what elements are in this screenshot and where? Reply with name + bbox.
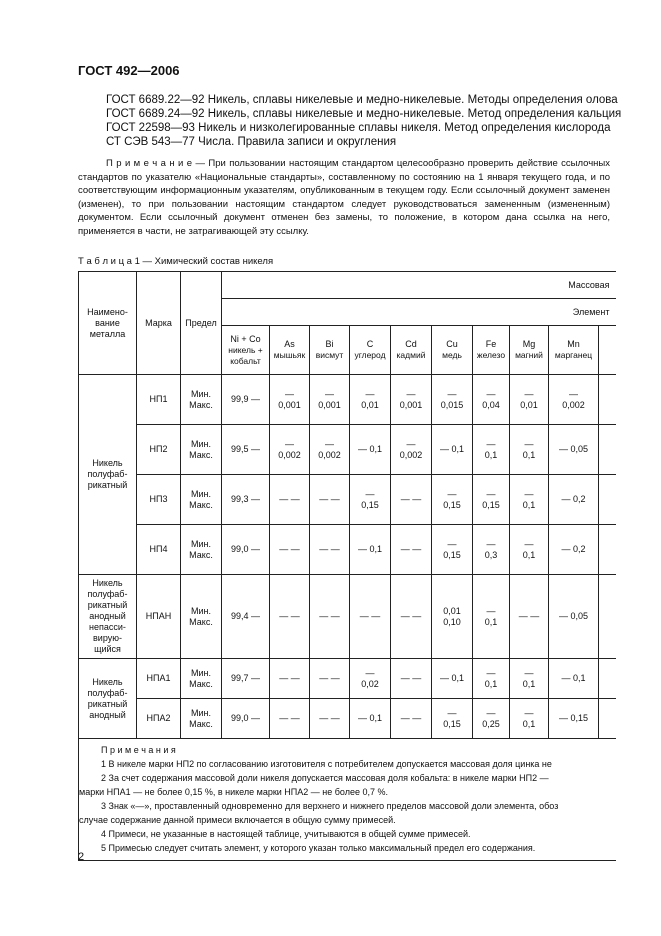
table-caption: Т а б л и ц а 1 — Химический состав никеля bbox=[78, 256, 274, 267]
value-cell: — 0,01 bbox=[510, 375, 549, 425]
reference-item: ГОСТ 6689.24—92 Никель, сплавы никелевые и медно-никелевые. Метод определения кальция bbox=[106, 108, 622, 120]
value-cell: — 0,1 bbox=[549, 659, 599, 699]
value-cell: — 0,01 bbox=[350, 375, 391, 425]
value-cell: — — bbox=[310, 525, 350, 575]
table-row bbox=[79, 575, 616, 659]
cut-cell bbox=[599, 475, 616, 525]
header-bi: Bi висмут bbox=[310, 326, 350, 375]
header-ni-co: Ni + Co никель + кобальт bbox=[222, 326, 270, 375]
value-cell: — — bbox=[270, 475, 310, 525]
value-cell: — — bbox=[391, 575, 432, 659]
table-row bbox=[79, 525, 616, 575]
value-cell: — 0,15 bbox=[549, 699, 599, 739]
header-mn: Mn марганец bbox=[549, 326, 599, 375]
metal-group-name: Никель полуфаб-рикатный анодный непасси-вирую-щийся bbox=[79, 575, 137, 659]
header-cu: Cu медь bbox=[432, 326, 473, 375]
value-cell: — — bbox=[391, 475, 432, 525]
header-as: As мышьяк bbox=[270, 326, 310, 375]
header-metal-name: Наимено-вание металла bbox=[79, 272, 137, 375]
value-cell: — 0,1 bbox=[473, 659, 510, 699]
grade-cell: НПАН bbox=[137, 575, 181, 659]
note-line: 3 Знак «—», проставленный одновременно для верхнего и нижнего пределов массовой доли элемента, обоз bbox=[101, 801, 559, 811]
note-line: 5 Примесью следует считать элемент, у которого указан только максимальный предел его содержания. bbox=[101, 843, 536, 853]
cut-cell bbox=[599, 525, 616, 575]
header-mass-fraction: Массовая bbox=[222, 272, 616, 299]
value-cell: — 0,1 bbox=[432, 659, 473, 699]
value-cell: — 0,15 bbox=[432, 475, 473, 525]
limit-cell: Мин. Макс. bbox=[181, 475, 222, 525]
value-cell: — — bbox=[310, 475, 350, 525]
header-mg: Mg магний bbox=[510, 326, 549, 375]
value-cell: — 0,1 bbox=[510, 525, 549, 575]
note-line: марки НПА1 — не более 0,15 %, в никеле марки НПА2 — не более 0,7 %. bbox=[79, 787, 389, 797]
table-notes bbox=[79, 739, 616, 861]
page-number: 2 bbox=[78, 851, 85, 863]
header-c: C углерод bbox=[350, 326, 391, 375]
header-grade: Марка bbox=[137, 272, 181, 375]
value-cell: — 0,1 bbox=[432, 425, 473, 475]
value-cell: — — bbox=[270, 525, 310, 575]
limit-cell: Мин. Макс. bbox=[181, 425, 222, 475]
limit-cell: Мин. Макс. bbox=[181, 525, 222, 575]
value-cell: — 0,15 bbox=[432, 525, 473, 575]
chemical-composition-table bbox=[78, 271, 616, 861]
note-line: 4 Примеси, не указанные в настоящей таблице, учитываются в общей сумме примесей. bbox=[101, 829, 471, 839]
value-cell: — — bbox=[391, 525, 432, 575]
value-cell: 99,5 — bbox=[222, 425, 270, 475]
note-line: случае содержание данной примеси включается в общую сумму примесей. bbox=[79, 815, 396, 825]
value-cell: — 0,001 bbox=[270, 375, 310, 425]
limit-cell: Мин. Макс. bbox=[181, 659, 222, 699]
note-line: 1 В никеле марки НП2 по согласованию изготовителя с потребителем допускается массовая доля цинка не bbox=[101, 759, 552, 769]
reference-item: ГОСТ 6689.22—92 Никель, сплавы никелевые и медно-никелевые. Методы определения олова bbox=[106, 94, 618, 106]
cut-cell bbox=[599, 659, 616, 699]
grade-cell: НП3 bbox=[137, 475, 181, 525]
header-cd: Cd кадмий bbox=[391, 326, 432, 375]
value-cell: — 0,15 bbox=[473, 475, 510, 525]
value-cell: — 0,1 bbox=[510, 699, 549, 739]
value-cell: — — bbox=[350, 575, 391, 659]
cut-cell bbox=[599, 575, 616, 659]
value-cell: — 0,1 bbox=[350, 525, 391, 575]
value-cell: — 0,2 bbox=[549, 475, 599, 525]
value-cell: — 0,1 bbox=[350, 699, 391, 739]
value-cell: — — bbox=[510, 575, 549, 659]
metal-group-name: Никель полуфаб-рикатный анодный bbox=[79, 659, 137, 739]
table-row bbox=[79, 375, 616, 425]
grade-cell: НП4 bbox=[137, 525, 181, 575]
value-cell: 99,9 — bbox=[222, 375, 270, 425]
table-row bbox=[79, 475, 616, 525]
value-cell: — — bbox=[310, 575, 350, 659]
reference-item: СТ СЭВ 543—77 Числа. Правила записи и округления bbox=[106, 136, 397, 148]
value-cell: — 0,002 bbox=[310, 425, 350, 475]
value-cell: 99,4 — bbox=[222, 575, 270, 659]
header-cut-column bbox=[599, 326, 616, 375]
grade-cell: НП1 bbox=[137, 375, 181, 425]
value-cell: — 0,04 bbox=[473, 375, 510, 425]
value-cell: — 0,1 bbox=[510, 475, 549, 525]
value-cell: — 0,02 bbox=[350, 659, 391, 699]
grade-cell: НПА2 bbox=[137, 699, 181, 739]
document-header: ГОСТ 492—2006 bbox=[78, 63, 180, 78]
value-cell: — — bbox=[310, 659, 350, 699]
value-cell: — 0,1 bbox=[510, 425, 549, 475]
value-cell: — 0,001 bbox=[310, 375, 350, 425]
value-cell: 99,0 — bbox=[222, 699, 270, 739]
value-cell: — — bbox=[270, 699, 310, 739]
value-cell: — 0,002 bbox=[391, 425, 432, 475]
value-cell: — 0,25 bbox=[473, 699, 510, 739]
value-cell: — — bbox=[270, 575, 310, 659]
value-cell: — 0,1 bbox=[473, 425, 510, 475]
value-cell: — 0,05 bbox=[549, 575, 599, 659]
table-row bbox=[79, 659, 616, 699]
table-row bbox=[79, 699, 616, 739]
limit-cell: Мин. Макс. bbox=[181, 375, 222, 425]
value-cell: — 0,002 bbox=[549, 375, 599, 425]
value-cell: — 0,1 bbox=[510, 659, 549, 699]
value-cell: — 0,15 bbox=[350, 475, 391, 525]
header-fe: Fe железо bbox=[473, 326, 510, 375]
value-cell: — — bbox=[270, 659, 310, 699]
cut-cell bbox=[599, 699, 616, 739]
limit-cell: Мин. Макс. bbox=[181, 699, 222, 739]
note-label: П р и м е ч а н и е — bbox=[106, 158, 205, 169]
cut-cell bbox=[599, 425, 616, 475]
value-cell: 99,0 — bbox=[222, 525, 270, 575]
value-cell: — 0,15 bbox=[432, 699, 473, 739]
cut-cell bbox=[599, 375, 616, 425]
metal-group-name: Никель полуфаб-рикатный bbox=[79, 375, 137, 575]
value-cell: — 0,002 bbox=[270, 425, 310, 475]
header-element: Элемент bbox=[222, 299, 616, 326]
reference-item: ГОСТ 22598—93 Никель и низколегированные сплавы никеля. Метод определения кислорода bbox=[106, 122, 611, 134]
note-paragraph bbox=[78, 157, 610, 238]
value-cell: — 0,05 bbox=[549, 425, 599, 475]
value-cell: 99,3 — bbox=[222, 475, 270, 525]
table-row bbox=[79, 425, 616, 475]
note-text: При пользовании настоящим стандартом целесообразно проверить действие ссылочных стандартов по указателю «Национальные стандарты», составленному по состоянию на 1 января текущего года, и по соответствующим информационным указателям, опубликованным в текущем году. Если ссылочный документ заменен (изменен), то при пользовании настоящим стандартом следует руководствоваться замененным (измененным) документом. Если ссылочный документ отменен без замены, то положение, в котором дана ссылка на него, применяется в части, не затрагивающей эту ссылку. bbox=[78, 158, 610, 237]
value-cell: — — bbox=[391, 699, 432, 739]
value-cell: — 0,1 bbox=[473, 575, 510, 659]
value-cell: — 0,015 bbox=[432, 375, 473, 425]
header-limit: Предел bbox=[181, 272, 222, 375]
note-line: 2 За счет содержания массовой доли никеля допускается массовая доля кобальта: в никеле марки НП2 — bbox=[101, 773, 549, 783]
value-cell: 0,01 0,10 bbox=[432, 575, 473, 659]
value-cell: — — bbox=[391, 659, 432, 699]
value-cell: — 0,3 bbox=[473, 525, 510, 575]
grade-cell: НПА1 bbox=[137, 659, 181, 699]
limit-cell: Мин. Макс. bbox=[181, 575, 222, 659]
value-cell: — 0,2 bbox=[549, 525, 599, 575]
value-cell: — 0,001 bbox=[391, 375, 432, 425]
references-list bbox=[106, 93, 621, 149]
value-cell: — 0,1 bbox=[350, 425, 391, 475]
value-cell: — — bbox=[310, 699, 350, 739]
grade-cell: НП2 bbox=[137, 425, 181, 475]
notes-title: П р и м е ч а н и я bbox=[101, 745, 176, 755]
value-cell: 99,7 — bbox=[222, 659, 270, 699]
